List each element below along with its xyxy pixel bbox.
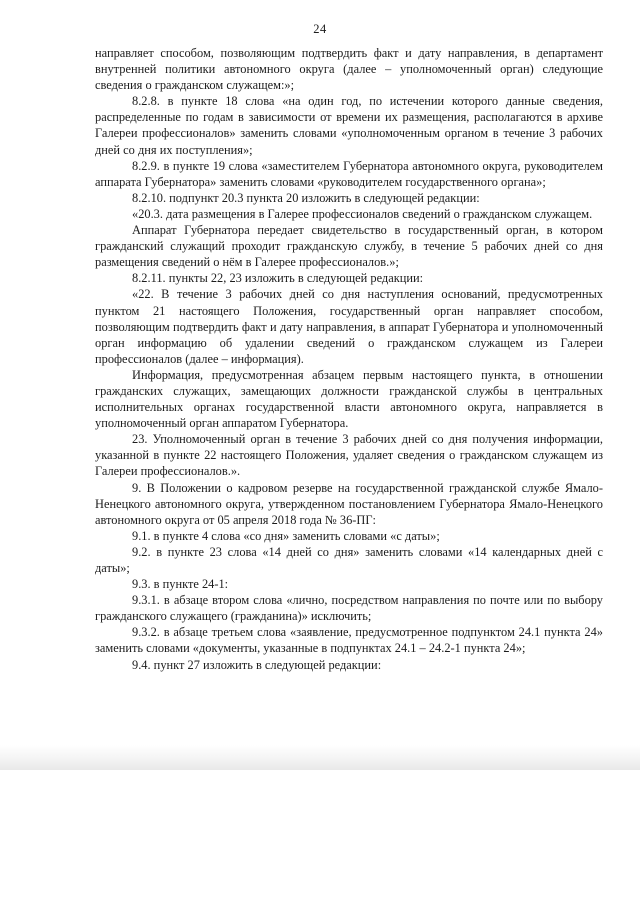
- paragraph: 9.2. в пункте 23 слова «14 дней со дня» заменить словами «14 календарных дней с даты»;: [95, 544, 603, 575]
- paragraph: 9. В Положении о кадровом резерве на государственной гражданской службе Ямало-Ненецкого автономного округа, утвержденном постановлением Губернатора Ямало-Ненецкого автономного округа от 05 апреля 2018 года № 36-ПГ:: [95, 480, 603, 527]
- scan-edge-shadow: [0, 745, 640, 770]
- paragraph: «22. В течение 3 рабочих дней со дня наступления оснований, предусмотренных пунктом 21 настоящего Положения, государственный орган направляет способом, позволяющим подтвердить факт и дату направления, в аппарат Губернатора и уполномоченный орган информацию об удалении сведений о гражданском служащем из Галереи профессионалов (далее – информация).: [95, 287, 603, 366]
- paragraph: Аппарат Губернатора передает свидетельство в государственный орган, в котором гражданский служащий проходит гражданскую службу, в течение 5 рабочих дней со дня размещения сведений о нём в Галерее профессионалов.»;: [95, 223, 603, 270]
- paragraph: «20.3. дата размещения в Галерее профессионалов сведений о гражданском служащем.: [132, 206, 593, 221]
- paragraph: 8.2.11. пункты 22, 23 изложить в следующей редакции:: [132, 271, 424, 286]
- paragraph: направляет способом, позволяющим подтвердить факт и дату направления, в департамент внутренней политики автономного округа (далее – уполномоченный орган) следующие сведения о гражданском служащем:»;: [95, 46, 603, 93]
- paragraph: 8.2.10. подпункт 20.3 пункта 20 изложить в следующей редакции:: [132, 190, 480, 205]
- paragraph: 9.4. пункт 27 изложить в следующей редакции:: [132, 657, 382, 672]
- paragraph: 8.2.9. в пункте 19 слова «заместителем Губернатора автономного округа, руководителем аппарата Губернатора» заменить словами «руководителем государственного органа»;: [95, 158, 603, 189]
- document-body: [95, 45, 603, 673]
- paragraph: Информация, предусмотренная абзацем первым настоящего пункта, в отношении гражданских служащих, замещающих должности гражданской службы в центральных исполнительных органах государственной власти автономного округа, направляется в уполномоченный орган аппаратом Губернатора.: [95, 367, 603, 431]
- paragraph: 23. Уполномоченный орган в течение 3 рабочих дней со дня получения информации, указанной в пункте 22 настоящего Положения, удаляет сведения о гражданском служащем из Галереи профессионалов.».: [95, 432, 603, 479]
- paragraph: 8.2.8. в пункте 18 слова «на один год, по истечении которого данные сведения, распределенные по годам в зависимости от времени их размещения, располагаются в архиве Галереи профессионалов» заменить словами «уполномоченным органом в течение 3 рабочих дней со дня их поступления»;: [95, 94, 603, 157]
- paragraph: 9.3.1. в абзаце втором слова «лично, посредством направления по почте или по выбору гражданского служащего (гражданина)» исключить;: [95, 593, 603, 624]
- paragraph: 9.3.2. в абзаце третьем слова «заявление, предусмотренное подпунктом 24.1 пункта 24» заменить словами «документы, указанные в подпунктах 24.1 – 24.2-1 пункта 24»;: [95, 625, 603, 656]
- page-number: 24: [313, 22, 327, 36]
- paragraph: 9.3. в пункте 24-1:: [132, 577, 229, 592]
- paragraph: 9.1. в пункте 4 слова «со дня» заменить словами «с даты»;: [132, 528, 440, 543]
